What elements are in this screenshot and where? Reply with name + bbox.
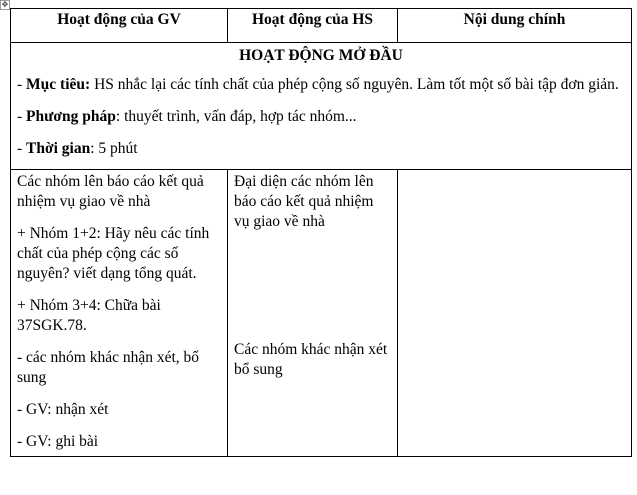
gv-item: - GV: ghi bài [17,433,99,450]
hs-cell [228,170,398,457]
gv-item: Các nhóm lên báo cáo kết quả nhiệm vụ giao về nhà [17,173,204,210]
hs-item: Các nhóm khác nhận xét bổ sung [234,341,388,378]
objective-label: Mục tiêu: [26,76,91,93]
gv-item: - GV: nhận xét [17,401,109,418]
activity-row [11,170,632,457]
hs-spacer [234,244,391,340]
method-text: : thuyết trình, vấn đáp, hợp tác nhóm... [115,108,357,125]
gv-item: - các nhóm khác nhận xét, bổ sung [17,349,200,386]
method-line: - Phương pháp: thuyết trình, vấn đáp, hợp tác nhóm... [17,108,357,125]
gv-cell [11,170,228,457]
time-line: - Thời gian: 5 phút [17,140,138,157]
time-label: Thời gian [26,140,91,157]
lesson-plan-table [10,8,632,457]
content-cell [398,170,632,457]
header-hs: Hoạt động của HS [228,9,398,43]
objective-line: - Mục tiêu: HS nhắc lại các tính chất của phép cộng số nguyên. Làm tốt một số bài tập đơn giản. [17,76,619,93]
header-row [11,9,632,43]
section-cell [11,43,632,170]
method-label: Phương pháp [26,108,116,125]
time-text: : 5 phút [90,140,138,157]
gv-item: + Nhóm 1+2: Hãy nêu các tính chất của phép cộng các số nguyên? viết dạng tổng quát. [17,225,210,282]
header-content: Nội dung chính [398,9,632,43]
section-title: HOẠT ĐỘNG MỞ ĐẦU [239,47,403,64]
hs-item: Đại diện các nhóm lên báo cáo kết quả nhiệm vụ giao về nhà [234,173,374,230]
objective-text: HS nhắc lại các tính chất của phép cộng số nguyên. Làm tốt một số bài tập đơn giản. [90,76,619,93]
header-gv: Hoạt động của GV [11,9,228,43]
move-handle-icon[interactable]: ✥ [1,0,9,9]
section-row [11,43,632,170]
gv-item: + Nhóm 3+4: Chữa bài 37SGK.78. [17,297,161,334]
